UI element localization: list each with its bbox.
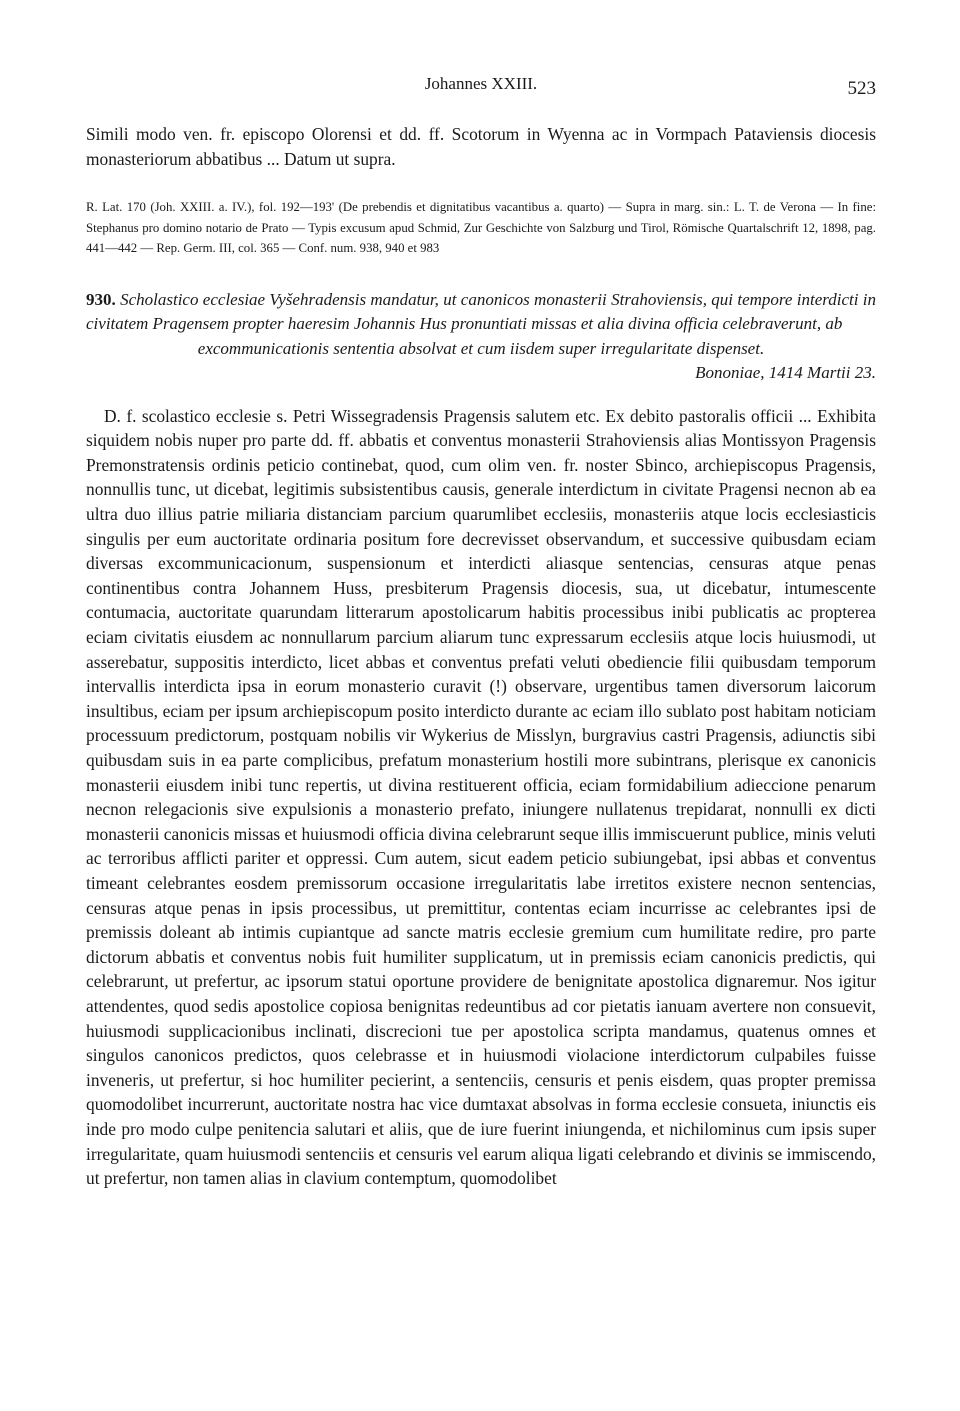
entry-dateline: Bononiae, 1414 Martii 23.	[695, 363, 876, 383]
previous-entry-notes: R. Lat. 170 (Joh. XXIII. a. IV.), fol. 192—193' (De prebendis et dignitatibus vacantibus a. quarto) — Supra in marg. sin.: L. T. de Verona — In fine: Stephanus pro domino notario de Prato — Typis excusum apud Schmid, Zur Geschichte von Salzburg und Tirol, Römische Quartalschrift 12, 1898, pag. 441—442 — Rep. Germ. III, col. 365 — Conf. num. 938, 940 et 983	[86, 200, 876, 256]
page-number: 523	[847, 78, 876, 99]
entry-summary-last-line: excommunicationis sententia absolvat et cum iisdem super irregularitate dispenset.	[197, 338, 765, 358]
entry-number: 930.	[86, 289, 116, 309]
running-head	[86, 70, 876, 110]
entry-heading	[86, 288, 876, 337]
previous-entry-body: Simili modo ven. fr. episcopo Olorensi et dd. ff. Scotorum in Wyenna ac in Vormpach Pataviensis diocesis monasteriorum abbatibus ... Datum ut supra.	[86, 124, 876, 169]
entry-body: D. f. scolastico ecclesie s. Petri Wissegradensis Pragensis salutem etc. Ex debito pastoralis officii ... Exhibita siquidem nobis nuper pro parte dd. ff. abbatis et conventus monasterii Strahoviensis alias Montissyon Pragensis Premonstratensis ordinis peticio continebat, quod, cum olim ven. fr. noster Sbinco, archiepiscopus Pragensis, nonnullis tunc, ut dicebat, legitimis subsistentibus causis, generale interdictum in civitate Pragensi necnon ab ea ultra duo illius patrie miliaria distanciam parcium quarumlibet ecclesiis, monasteriis atque locis ecclesiasticis singulis per eum auctoritate ordinaria positum fore decrevisset observandum, et successive quibusdam eciam diversas excommunicacionum, suspensionum et interdicti aliasque sentencias, censuras atque penas continentibus contra Johannem Huss, presbiterum Pragensis diocesis, sua, ut dicebatur, intumescente contumacia, auctoritate quarundam litterarum apostolicarum habitis processibus inibi publicatis ac propterea eciam civitatis eiusdem ac nonnullarum parcium aliarum tunc expressarum ecclesiis atque locis huiusmodi, ut asserebatur, suppositis interdicto, licet abbas et conventus prefati veluti obediencie filii quibusdam temporum intervallis interdicta ipsa in eorum monasterio curavit (!) observare, urgentibus tamen diversorum laicorum insultibus, eciam per ipsum archiepiscopum posito interdicto durante ac eciam illo sublato post habitam noticiam processuum predictorum, postquam nobilis vir Wykerius de Misslyn, burgravius castri Pragensis, adiunctis sibi quibusdam suis in ea parte complicibus, prefatum monasterium hostili more subintrans, plerisque ex canonicis monasterii eiusdem inibi tunc repertis, ut divina restituerent officia, eciam formidabilium adieccione penarum necnon relegacionis sive expulsionis a monasterio prefato, iniungere nullatenus trepidarat, nonnulli ex dicti monasterii canonicis missas et huiusmodi officia divina celebrarunt seque illis immiscuerunt publice, minis veluti ac terroribus afflicti pariter et oppressi. Cum autem, sicut eadem peticio subiungebat, ipsi abbas et conventus timeant celebrantes eosdem premissorum occasione irregularitatis labe irretitos existere necnon sentencias, censuras atque penas in ipsis processibus, ut premittitur, contentas eciam incurrisse ac celebrantes ipsi de premissis doleant ab intimis cupiantque ad sancte matris ecclesie gremium cum humilitate redire, pro parte dictorum abbatis et conventus nobis fuit humiliter supplicatum, ut in premissis eciam canonicis predictis, qui celebrarunt, ut prefertur, ac ipsorum statui oportune providere de benignitate apostolica dignaremur. Nos igitur attendentes, quod sedis apostolice copiosa benignitas redeuntibus ad cor pietatis ianuam avertere non consuevit, huiusmodi supplicacionibus inclinati, discrecioni tue per apostolica scripta mandamus, quatenus omnes et singulos canonicos predictos, quos celebrasse et in huiusmodi violacione interdictorum culpabiles fuisse inveneris, ut prefertur, si hoc humiliter pecierint, a sentenciis, censuris et penis eisdem, quas propter premissa quomodolibet incurrerunt, auctoritate nostra hac vice dumtaxat absolvas in forma ecclesie consueta, iniunctis eis inde pro modo culpe penitencia salutari et aliis, que de iure fuerint iniungenda, et nichilominus cum ipsis super irregularitate, quam huiusmodi sentenciis et censuris vel earum aliqua ligati celebrando et divinis se immiscendo, ut prefertur, non tamen alias in clavium contemptum, quomodolibet	[86, 405, 876, 1189]
entry-summary: Scholastico ecclesiae Vyšehradensis mandatur, ut canonicos monasterii Strahoviensis, qui tempore interdicti in civitatem Pragensem propter haeresim Johannis Hus pronuntiati missas et alia divina officia celebraverunt, ab	[86, 289, 876, 334]
document-page	[86, 70, 876, 1191]
running-head-title: Johannes XXIII.	[424, 74, 538, 93]
